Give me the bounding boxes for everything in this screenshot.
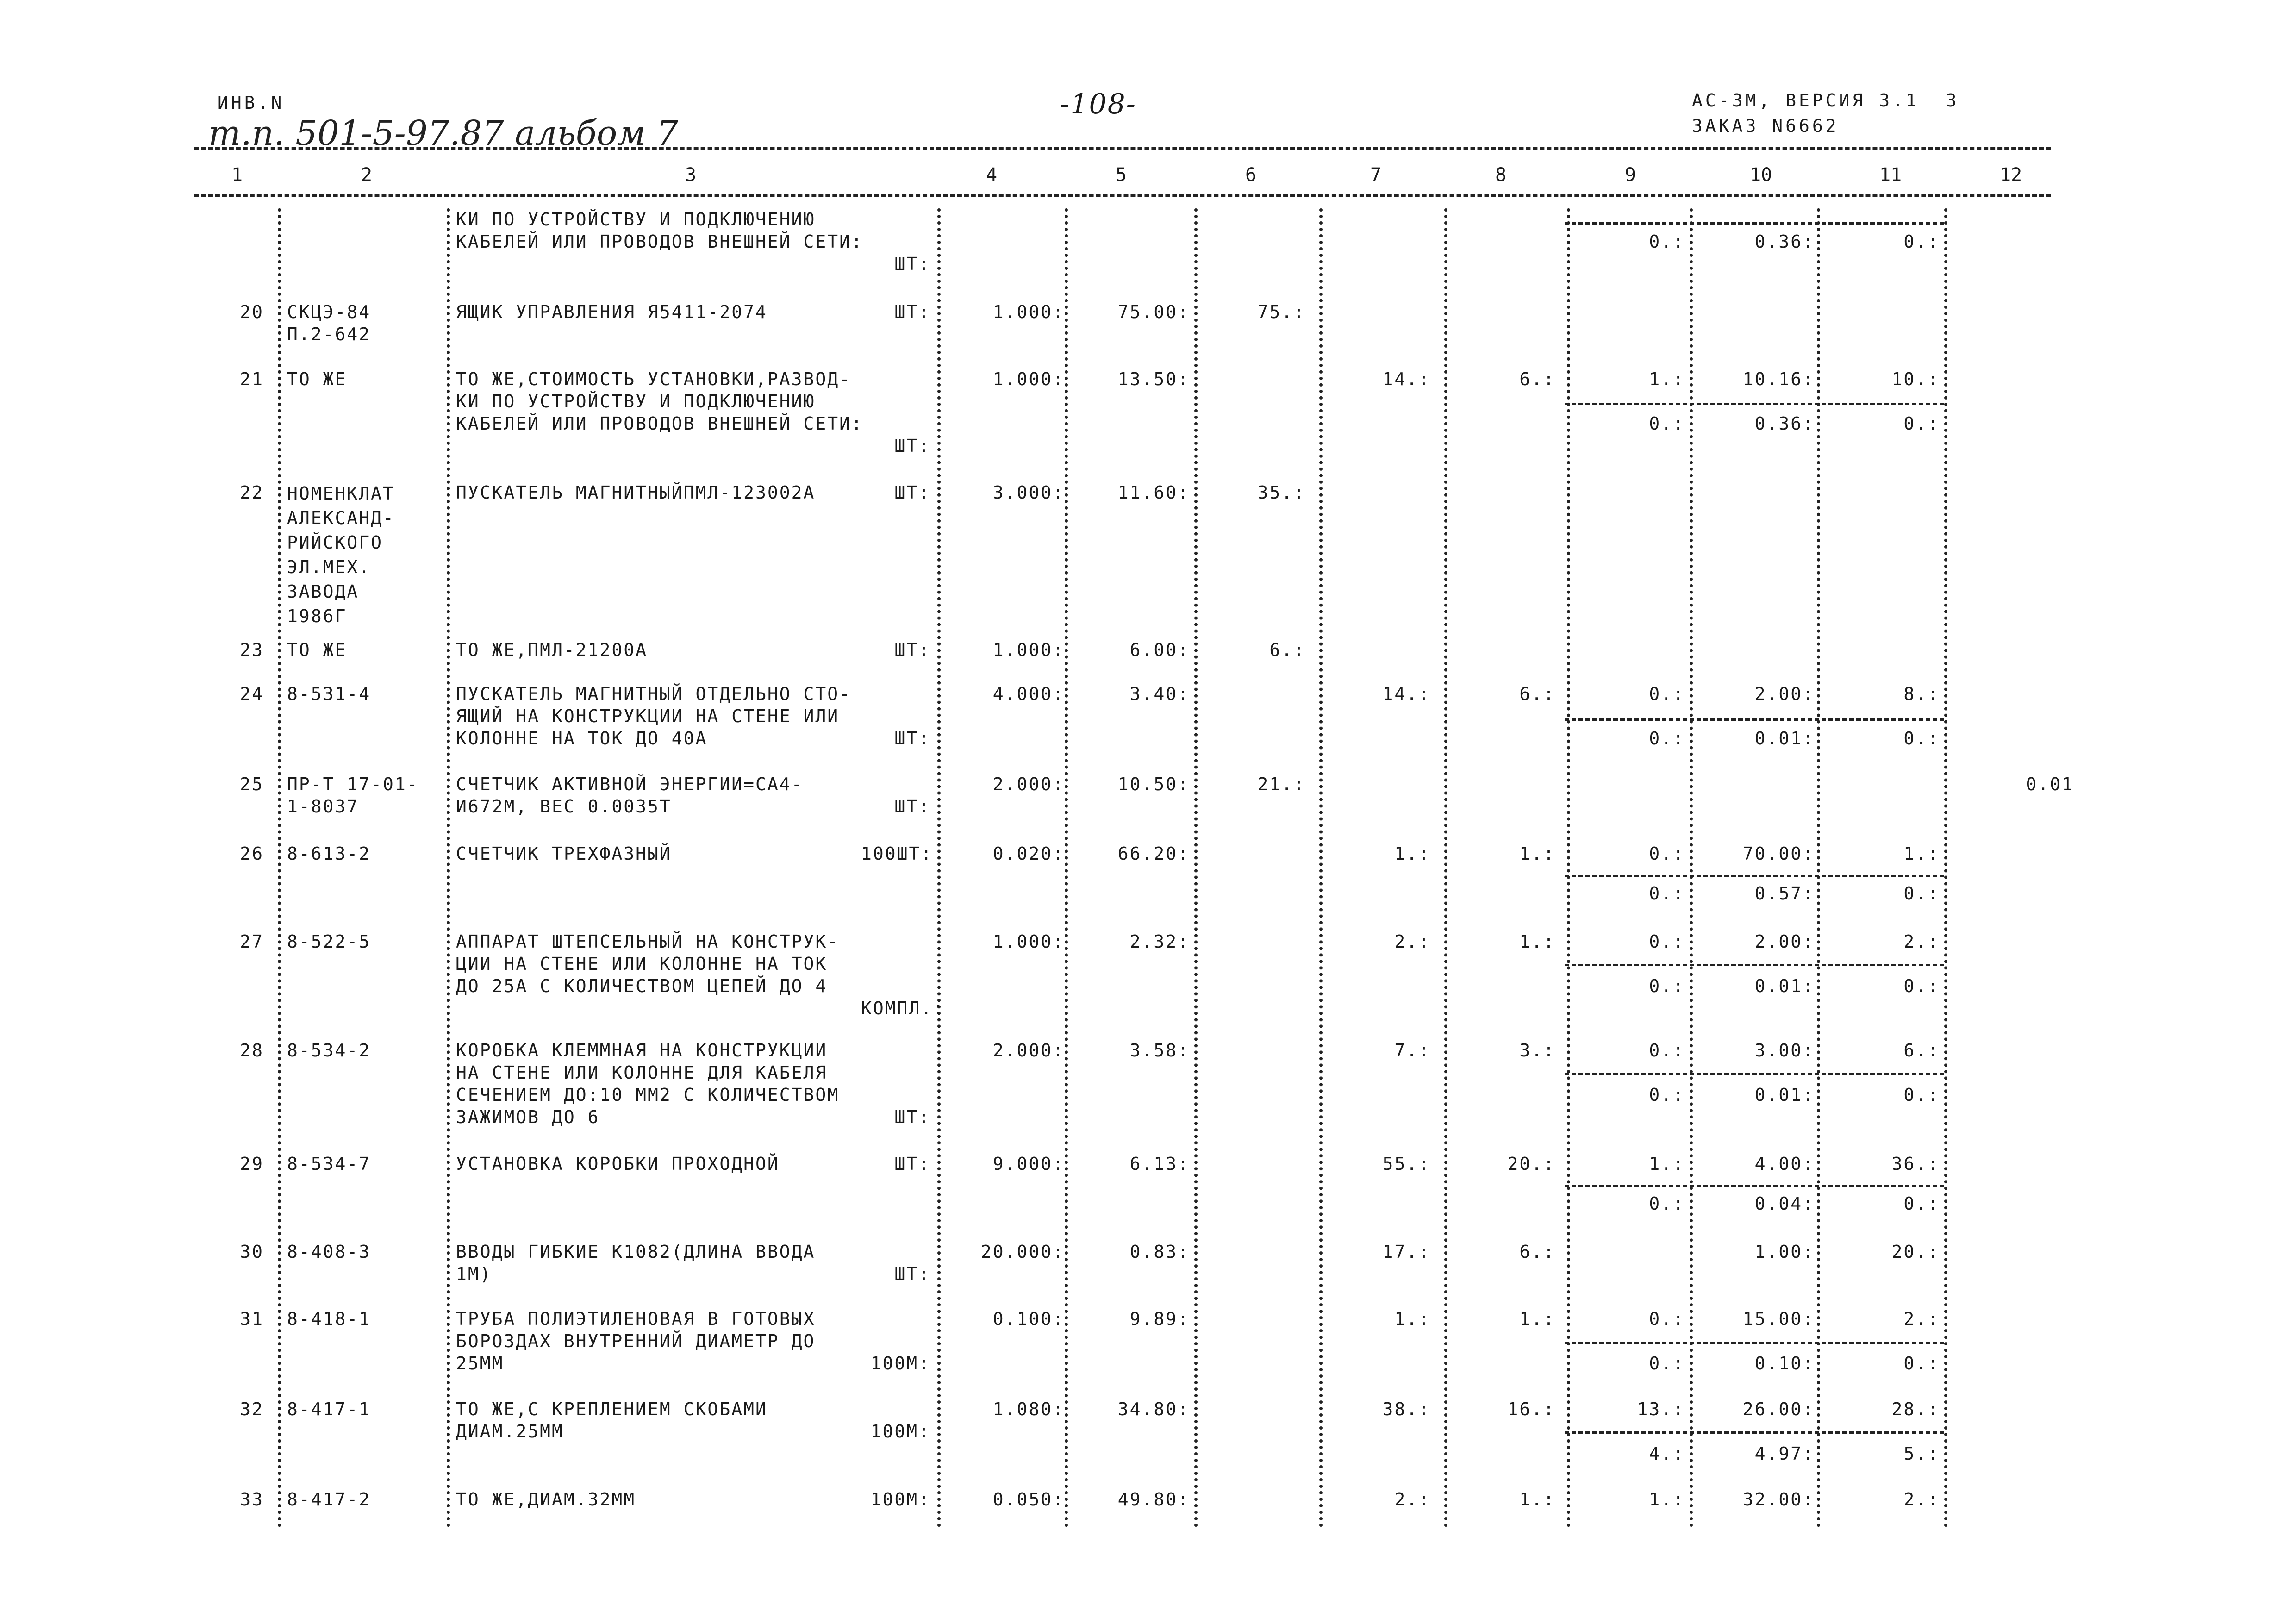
row-col5: 2.32:	[1129, 931, 1190, 952]
row-col6: 35.:	[1257, 482, 1305, 503]
row-number: 32	[240, 1399, 264, 1419]
col-header-2: 2	[361, 164, 373, 186]
row-col9: 0.:	[1649, 1309, 1685, 1329]
row-number: 27	[240, 931, 264, 952]
row-col11: 2.:	[1903, 1309, 1940, 1329]
col-header-7: 7	[1370, 164, 1382, 186]
handwritten-reference: т.п. 501-5-97.87 альбом 7	[208, 113, 679, 153]
row-code: 8-417-2	[287, 1489, 371, 1510]
row-col5: 66.20:	[1117, 843, 1190, 864]
row-quantity: 9.000:	[992, 1154, 1065, 1174]
row-col10-sub: 0.57:	[1754, 883, 1815, 904]
row-col8: 1.:	[1519, 843, 1555, 864]
header-rule-top	[194, 147, 2051, 150]
row-description: ТО ЖЕ,ПМЛ-21200А	[456, 640, 648, 660]
row-unit: ШТ:	[894, 1107, 930, 1127]
row-col8: 6.:	[1519, 369, 1555, 389]
subtotal-rule	[1565, 222, 1944, 225]
row-col9: 1.:	[1649, 369, 1685, 389]
row-col11-sub: 0.:	[1903, 728, 1940, 749]
row-description: ВВОДЫ ГИБКИЕ К1082(ДЛИНА ВВОДА 1М)	[456, 1242, 816, 1284]
row-code: 8-534-7	[287, 1154, 371, 1174]
row-col10-sub: 0.36:	[1754, 413, 1815, 434]
row-col10: 70.00:	[1742, 843, 1815, 864]
row-col10-sub: 0.36:	[1754, 231, 1815, 252]
row-quantity: 2.000:	[992, 1040, 1065, 1061]
row-col11: 6.:	[1903, 1040, 1940, 1061]
row-col11: 36.:	[1891, 1154, 1940, 1174]
row-col10-sub: 4.97:	[1754, 1443, 1815, 1464]
column-separator	[1567, 208, 1570, 1528]
row-description: ТО ЖЕ,С КРЕПЛЕНИЕМ СКОБАМИ ДИАМ.25ММ	[456, 1399, 767, 1442]
row-col7: 55.:	[1382, 1154, 1430, 1174]
row-col10-sub: 0.04:	[1754, 1193, 1815, 1214]
row-col7: 2.:	[1394, 1489, 1430, 1510]
inventory-label: ИНВ.N	[218, 93, 285, 113]
row-quantity: 0.050:	[992, 1489, 1065, 1510]
row-col8: 6.:	[1519, 684, 1555, 704]
row-col9: 1.:	[1649, 1489, 1685, 1510]
row-col11-sub: 0.:	[1903, 883, 1940, 904]
row-col11: 10.:	[1891, 369, 1940, 389]
row-unit: ШТ:	[894, 796, 930, 817]
row-number: 29	[240, 1154, 264, 1174]
subtotal-rule	[1565, 1431, 1944, 1434]
row-col11: 2.:	[1903, 931, 1940, 952]
page-number: -108-	[1060, 88, 1137, 120]
row-description: АППАРАТ ШТЕПСЕЛЬНЫЙ НА КОНСТРУК- ЦИИ НА СТЕНЕ ИЛИ КОЛОННЕ НА ТОК ДО 25А С КОЛИЧЕСТВОМ ЦЕПЕЙ ДО 4	[456, 931, 840, 996]
col-header-6: 6	[1245, 164, 1257, 186]
row-unit: КОМПЛ.:	[861, 998, 945, 1018]
row-code: ПР-Т 17-01- 1-8037	[287, 774, 419, 817]
subtotal-rule	[1565, 1185, 1944, 1187]
row-col9-sub: 0.:	[1649, 883, 1685, 904]
subtotal-rule	[1565, 403, 1944, 405]
row-unit: ШТ:	[894, 1154, 930, 1174]
col-header-11: 11	[1879, 164, 1902, 186]
row-col5: 10.50:	[1117, 774, 1190, 794]
row-quantity: 1.000:	[992, 302, 1065, 322]
row-unit: ШТ:	[894, 302, 930, 322]
column-separator	[1690, 208, 1693, 1528]
row-col10: 4.00:	[1754, 1154, 1815, 1174]
row-col11-sub: 0.:	[1903, 1353, 1940, 1374]
col-header-8: 8	[1495, 164, 1507, 186]
row-code: 8-522-5	[287, 931, 371, 952]
row-col5: 3.40:	[1129, 684, 1190, 704]
row-col11: 28.:	[1891, 1399, 1940, 1419]
column-separator	[1319, 208, 1323, 1528]
row-col5: 49.80:	[1117, 1489, 1190, 1510]
row-col9-sub: 4.:	[1649, 1443, 1685, 1464]
row-col5: 34.80:	[1117, 1399, 1190, 1419]
row-col11-sub: 5.:	[1903, 1443, 1940, 1464]
row-col5: 3.58:	[1129, 1040, 1190, 1061]
row-col6: 21.:	[1257, 774, 1305, 794]
col-header-3: 3	[685, 164, 697, 186]
row-description: ЯЩИК УПРАВЛЕНИЯ Я5411-2074	[456, 302, 767, 322]
row-quantity: 1.000:	[992, 369, 1065, 389]
row-col10: 32.00:	[1742, 1489, 1815, 1510]
row-col9-sub: 0.:	[1649, 728, 1685, 749]
row-code: ТО ЖЕ	[287, 369, 347, 389]
row-col10: 3.00:	[1754, 1040, 1815, 1061]
row-number: 25	[240, 774, 264, 794]
subtotal-rule	[1565, 964, 1944, 966]
row-col10-sub: 0.10:	[1754, 1353, 1815, 1374]
row-col11: 2.:	[1903, 1489, 1940, 1510]
row-quantity: 0.020:	[992, 843, 1065, 864]
row-unit: ШТ:	[894, 482, 930, 503]
row-col5: 6.00:	[1129, 640, 1190, 660]
row-col8: 1.:	[1519, 1309, 1555, 1329]
row-col7: 38.:	[1382, 1399, 1430, 1419]
row-code: СКЦЭ-84 П.2-642	[287, 302, 371, 344]
row-col8: 16.:	[1507, 1399, 1555, 1419]
row-quantity: 1.080:	[992, 1399, 1065, 1419]
row-col8: 1.:	[1519, 1489, 1555, 1510]
row-unit: ШТ:	[894, 1264, 930, 1284]
row-col11-sub: 0.:	[1903, 1085, 1940, 1105]
row-col10: 1.00:	[1754, 1242, 1815, 1262]
row-code: НОМЕНКЛАТ АЛЕКСАНД- РИЙСКОГО ЭЛ.МЕХ. ЗАВОДА 1986Г	[287, 483, 395, 626]
row-col9-sub: 0.:	[1649, 1353, 1685, 1374]
row-col5: 6.13:	[1129, 1154, 1190, 1174]
row-col5: 13.50:	[1117, 369, 1190, 389]
col-header-1: 1	[231, 164, 243, 186]
row-code: 8-418-1	[287, 1309, 371, 1329]
row-description: КОРОБКА КЛЕММНАЯ НА КОНСТРУКЦИИ НА СТЕНЕ ИЛИ КОЛОННЕ ДЛЯ КАБЕЛЯ СЕЧЕНИЕМ ДО:10 ММ2 С КОЛИЧЕСТВОМ ЗАЖИМОВ ДО 6	[456, 1040, 840, 1127]
row-col7: 2.:	[1394, 931, 1430, 952]
row-col11-sub: 0.:	[1903, 413, 1940, 434]
subtotal-rule	[1565, 875, 1944, 877]
row-col6: 75.:	[1257, 302, 1305, 322]
row-number: 21	[240, 369, 264, 389]
row-col9-sub: 0.:	[1649, 413, 1685, 434]
row-col10: 2.00:	[1754, 931, 1815, 952]
row-col10: 26.00:	[1742, 1399, 1815, 1419]
header-rule-bottom	[194, 194, 2051, 197]
row-col9-sub: 0.:	[1649, 231, 1685, 252]
col-header-10: 10	[1750, 164, 1772, 186]
row-col5: 75.00:	[1117, 302, 1190, 322]
row-col9: 0.:	[1649, 684, 1685, 704]
col-header-12: 12	[2000, 164, 2022, 186]
row-col5: 9.89:	[1129, 1309, 1190, 1329]
subtotal-rule	[1565, 1342, 1944, 1344]
row-col9: 0.:	[1649, 931, 1685, 952]
row-col9-sub: 0.:	[1649, 1085, 1685, 1105]
column-separator	[1817, 208, 1820, 1528]
row-description: СЧЕТЧИК АКТИВНОЙ ЭНЕРГИИ=СА4- И672М, ВЕС 0.0035Т	[456, 774, 804, 817]
column-separator	[1194, 208, 1198, 1528]
row-number: 23	[240, 640, 264, 660]
row-col10: 2.00:	[1754, 684, 1815, 704]
row-unit: 100ШТ:	[861, 843, 933, 864]
row-number: 30	[240, 1242, 264, 1262]
row-col9: 13.:	[1637, 1399, 1685, 1419]
row-number: 20	[240, 302, 264, 322]
row-quantity: 2.000:	[992, 774, 1065, 794]
row-number: 31	[240, 1309, 264, 1329]
col-header-4: 4	[986, 164, 998, 186]
row-code: 8-531-4	[287, 684, 371, 704]
row-col7: 7.:	[1394, 1040, 1430, 1061]
order-number: ЗАКАЗ N6662	[1692, 116, 1839, 136]
program-version: АС-3М, ВЕРСИЯ 3.1 3	[1692, 90, 1959, 111]
column-separator	[1944, 208, 1947, 1528]
subtotal-rule	[1565, 1073, 1944, 1075]
row-quantity: 20.000:	[980, 1242, 1065, 1262]
row-col9-sub: 0.:	[1649, 976, 1685, 996]
row-description: ПУСКАТЕЛЬ МАГНИТНЫЙПМЛ-123002А	[456, 482, 816, 503]
row-unit: ШТ:	[894, 254, 930, 274]
row-col8: 1.:	[1519, 931, 1555, 952]
column-separator	[1065, 208, 1068, 1528]
row-col9: 0.:	[1649, 843, 1685, 864]
column-separator	[1444, 208, 1447, 1528]
row-col11: 8.:	[1903, 684, 1940, 704]
row-quantity: 3.000:	[992, 482, 1065, 503]
column-separator	[447, 208, 450, 1528]
row-col9: 1.:	[1649, 1154, 1685, 1174]
row-unit: 100М:	[870, 1353, 930, 1374]
row-unit: 100М:	[870, 1421, 930, 1442]
row-col7: 1.:	[1394, 1309, 1430, 1329]
column-separator	[278, 208, 281, 1528]
row-number: 26	[240, 843, 264, 864]
row-col7: 14.:	[1382, 684, 1430, 704]
row-col8: 20.:	[1507, 1154, 1555, 1174]
row-col8: 3.:	[1519, 1040, 1555, 1061]
row-code: 8-613-2	[287, 843, 371, 864]
row-unit: ШТ:	[894, 640, 930, 660]
row-code: ТО ЖЕ	[287, 640, 347, 660]
row-col11-sub: 0.:	[1903, 976, 1940, 996]
row-number: 22	[240, 482, 264, 503]
row-description: ПУСКАТЕЛЬ МАГНИТНЫЙ ОТДЕЛЬНО СТО- ЯЩИЙ НА КОНСТРУКЦИИ НА СТЕНЕ ИЛИ КОЛОННЕ НА ТОК ДО 40А	[456, 684, 851, 749]
column-separator	[937, 208, 941, 1528]
row-code: 8-417-1	[287, 1399, 371, 1419]
row-quantity: 1.000:	[992, 640, 1065, 660]
row-description: СЧЕТЧИК ТРЕХФАЗНЫЙ	[456, 843, 672, 864]
row-description: ТРУБА ПОЛИЭТИЛЕНОВАЯ В ГОТОВЫХ БОРОЗДАХ ВНУТРЕННИЙ ДИАМЕТР ДО 25ММ	[456, 1309, 816, 1374]
row-col11: 1.:	[1903, 843, 1940, 864]
row-col10: 15.00:	[1742, 1309, 1815, 1329]
row-description: КИ ПО УСТРОЙСТВУ И ПОДКЛЮЧЕНИЮ КАБЕЛЕЙ ИЛИ ПРОВОДОВ ВНЕШНЕЙ СЕТИ:	[456, 209, 863, 252]
row-unit: ШТ:	[894, 728, 930, 749]
row-col11-sub: 0.:	[1903, 231, 1940, 252]
row-col11: 20.:	[1891, 1242, 1940, 1262]
col-header-5: 5	[1116, 164, 1127, 186]
col-header-9: 9	[1625, 164, 1636, 186]
row-col7: 17.:	[1382, 1242, 1430, 1262]
row-unit: 100М:	[870, 1489, 930, 1510]
row-col7: 1.:	[1394, 843, 1430, 864]
row-col10-sub: 0.01:	[1754, 976, 1815, 996]
row-col10-sub: 0.01:	[1754, 728, 1815, 749]
row-code: 8-408-3	[287, 1242, 371, 1262]
row-col7: 14.:	[1382, 369, 1430, 389]
row-quantity: 4.000:	[992, 684, 1065, 704]
row-number: 28	[240, 1040, 264, 1061]
row-col10-sub: 0.01:	[1754, 1085, 1815, 1105]
row-col5: 0.83:	[1129, 1242, 1190, 1262]
row-unit: ШТ:	[894, 436, 930, 456]
row-col10: 10.16:	[1742, 369, 1815, 389]
row-quantity: 1.000:	[992, 931, 1065, 952]
row-description: УСТАНОВКА КОРОБКИ ПРОХОДНОЙ	[456, 1154, 780, 1174]
subtotal-rule	[1565, 718, 1944, 721]
row-number: 33	[240, 1489, 264, 1510]
row-description: ТО ЖЕ,СТОИМОСТЬ УСТАНОВКИ,РАЗВОД- КИ ПО УСТРОЙСТВУ И ПОДКЛЮЧЕНИЮ КАБЕЛЕЙ ИЛИ ПРОВОДОВ ВНЕШНЕЙ СЕТИ:	[456, 369, 863, 434]
row-description: ТО ЖЕ,ДИАМ.32ММ	[456, 1489, 636, 1510]
row-col5: 11.60:	[1117, 482, 1190, 503]
row-quantity: 0.100:	[992, 1309, 1065, 1329]
row-col12: 0.01	[2026, 774, 2074, 794]
row-col9: 0.:	[1649, 1040, 1685, 1061]
row-col9-sub: 0.:	[1649, 1193, 1685, 1214]
row-number: 24	[240, 684, 264, 704]
row-col11-sub: 0.:	[1903, 1193, 1940, 1214]
row-col6: 6.:	[1269, 640, 1305, 660]
row-col8: 6.:	[1519, 1242, 1555, 1262]
row-code: 8-534-2	[287, 1040, 371, 1061]
